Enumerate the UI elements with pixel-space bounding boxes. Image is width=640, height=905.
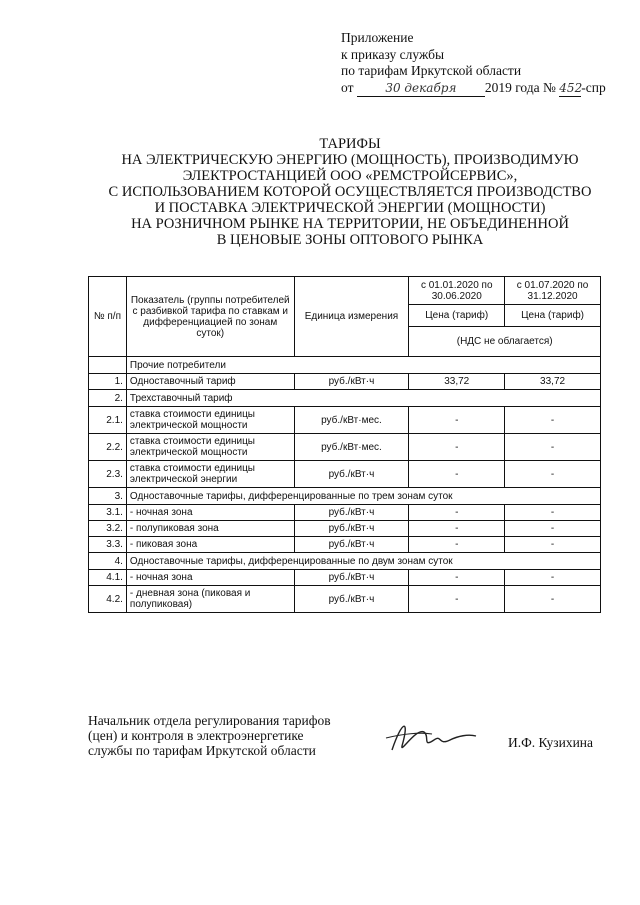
- row-name: - полупиковая зона: [126, 521, 294, 537]
- row-section-title: Одноставочные тарифы, дифференцированные по трем зонам суток: [126, 488, 600, 505]
- title-line-2: НА ЭЛЕКТРИЧЕСКУЮ ЭНЕРГИЮ (МОЩНОСТЬ), ПРОИЗВОДИМУЮ: [121, 152, 579, 168]
- title-line-4: С ИСПОЛЬЗОВАНИЕМ КОТОРОЙ ОСУЩЕСТВЛЯЕТСЯ ПРОИЗВОДСТВО: [108, 184, 592, 200]
- header-period-1: с 01.01.2020 по 30.06.2020: [409, 277, 505, 305]
- row-name: - ночная зона: [126, 570, 294, 586]
- row-value-2: -: [505, 434, 601, 461]
- row-value-1: -: [409, 570, 505, 586]
- signer-name: И.Ф. Кузихина: [508, 735, 594, 750]
- row-unit: руб./кВт·мес.: [294, 434, 409, 461]
- title-line-6: НА РОЗНИЧНОМ РЫНКЕ НА ТЕРРИТОРИИ, НЕ ОБЪЕДИНЕННОЙ: [131, 216, 569, 232]
- row-value-1: -: [409, 434, 505, 461]
- table-row: [89, 570, 601, 586]
- row-number: 2.1.: [89, 407, 127, 434]
- footer-line-2: (цен) и контроля в электроэнергетике: [88, 728, 304, 743]
- row-number: 4.1.: [89, 570, 127, 586]
- row-name: - дневная зона (пиковая и полупиковая): [126, 586, 294, 613]
- table-row: [89, 407, 601, 434]
- footer-line-3: службы по тарифам Иркутской области: [88, 743, 316, 758]
- tariff-table: [88, 276, 601, 613]
- row-value-2: -: [505, 570, 601, 586]
- order-suffix: -спр: [581, 79, 606, 95]
- row-value-2: -: [505, 586, 601, 613]
- signature-image: [372, 710, 482, 760]
- row-name: Одноставочный тариф: [126, 374, 294, 390]
- annex-line-1: Приложение: [341, 30, 414, 45]
- year-text: 2019 года №: [484, 79, 556, 95]
- table-row: [89, 374, 601, 390]
- footer-block: [88, 713, 331, 758]
- header-period-2: с 01.07.2020 по 31.12.2020: [505, 277, 601, 305]
- row-value-1: -: [409, 537, 505, 553]
- row-number: 1.: [89, 374, 127, 390]
- row-number: 2.: [89, 390, 127, 407]
- title-line-7: В ЦЕНОВЫЕ ЗОНЫ ОПТОВОГО РЫНКА: [216, 232, 484, 248]
- row-value-1: -: [409, 461, 505, 488]
- row-name: ставка стоимости единицы электрической энергии: [126, 461, 294, 488]
- header-vat: (НДС не облагается): [409, 327, 601, 357]
- handwritten-number: 452: [559, 80, 581, 98]
- row-unit: руб./кВт·ч: [294, 521, 409, 537]
- row-number: 2.3.: [89, 461, 127, 488]
- row-number: 3.1.: [89, 505, 127, 521]
- group-row: Прочие потребители: [126, 357, 600, 374]
- header-unit: Единица измерения: [294, 277, 409, 357]
- title-line-3: ЭЛЕКТРОСТАНЦИЕЙ ООО «РЕМСТРОЙСЕРВИС»,: [182, 168, 518, 184]
- row-number: 2.2.: [89, 434, 127, 461]
- row-value-1: -: [409, 505, 505, 521]
- row-number: 3.3.: [89, 537, 127, 553]
- row-value-2: 33,72: [505, 374, 601, 390]
- title-line-1: ТАРИФЫ: [319, 136, 381, 152]
- row-unit: руб./кВт·ч: [294, 570, 409, 586]
- table-row: [89, 434, 601, 461]
- footer-line-1: Начальник отдела регулирования тарифов: [88, 713, 331, 728]
- table-row: [89, 390, 601, 407]
- date-prefix: от: [341, 79, 354, 95]
- row-number: 4.: [89, 553, 127, 570]
- row-value-2: -: [505, 521, 601, 537]
- table-row: [89, 586, 601, 613]
- row-number: 3.2.: [89, 521, 127, 537]
- row-number: 4.2.: [89, 586, 127, 613]
- row-value-2: -: [505, 537, 601, 553]
- annex-line-3: по тарифам Иркутской области: [341, 63, 522, 78]
- table-row: [89, 521, 601, 537]
- row-value-2: -: [505, 461, 601, 488]
- annex-line-2: к приказу службы: [341, 46, 445, 62]
- row-name: ставка стоимости единицы электрической мощности: [126, 434, 294, 461]
- document-title: [60, 136, 640, 248]
- row-name: - пиковая зона: [126, 537, 294, 553]
- row-value-2: -: [505, 407, 601, 434]
- header-price-1: Цена (тариф): [409, 305, 505, 327]
- table-row: [89, 553, 601, 570]
- table-row: [89, 461, 601, 488]
- row-unit: руб./кВт·ч: [294, 374, 409, 390]
- row-name: - ночная зона: [126, 505, 294, 521]
- row-unit: руб./кВт·мес.: [294, 407, 409, 434]
- table-row: [89, 537, 601, 553]
- row-value-1: -: [409, 586, 505, 613]
- annex-date-line: [341, 80, 606, 98]
- header-num: № п/п: [89, 277, 127, 357]
- row-value-1: -: [409, 407, 505, 434]
- row-section-title: Трехставочный тариф: [126, 390, 600, 407]
- title-line-5: И ПОСТАВКА ЭЛЕКТРИЧЕСКОЙ ЭНЕРГИИ (МОЩНОСТИ): [154, 200, 546, 216]
- row-value-1: 33,72: [409, 374, 505, 390]
- row-unit: руб./кВт·ч: [294, 586, 409, 613]
- row-section-title: Одноставочные тарифы, дифференцированные по двум зонам суток: [126, 553, 600, 570]
- header-price-2: Цена (тариф): [505, 305, 601, 327]
- header-indicator: Показатель (группы потребителей с разбивкой тарифа по ставкам и дифференциацией по зонам суток): [126, 277, 294, 357]
- row-name: ставка стоимости единицы электрической мощности: [126, 407, 294, 434]
- handwritten-date: 30 декабря: [357, 80, 485, 98]
- group-num-cell: [89, 357, 127, 374]
- row-number: 3.: [89, 488, 127, 505]
- table-row: [89, 505, 601, 521]
- row-unit: руб./кВт·ч: [294, 505, 409, 521]
- annex-block: [341, 30, 606, 97]
- row-value-1: -: [409, 521, 505, 537]
- row-unit: руб./кВт·ч: [294, 537, 409, 553]
- table-row: [89, 488, 601, 505]
- row-unit: руб./кВт·ч: [294, 461, 409, 488]
- row-value-2: -: [505, 505, 601, 521]
